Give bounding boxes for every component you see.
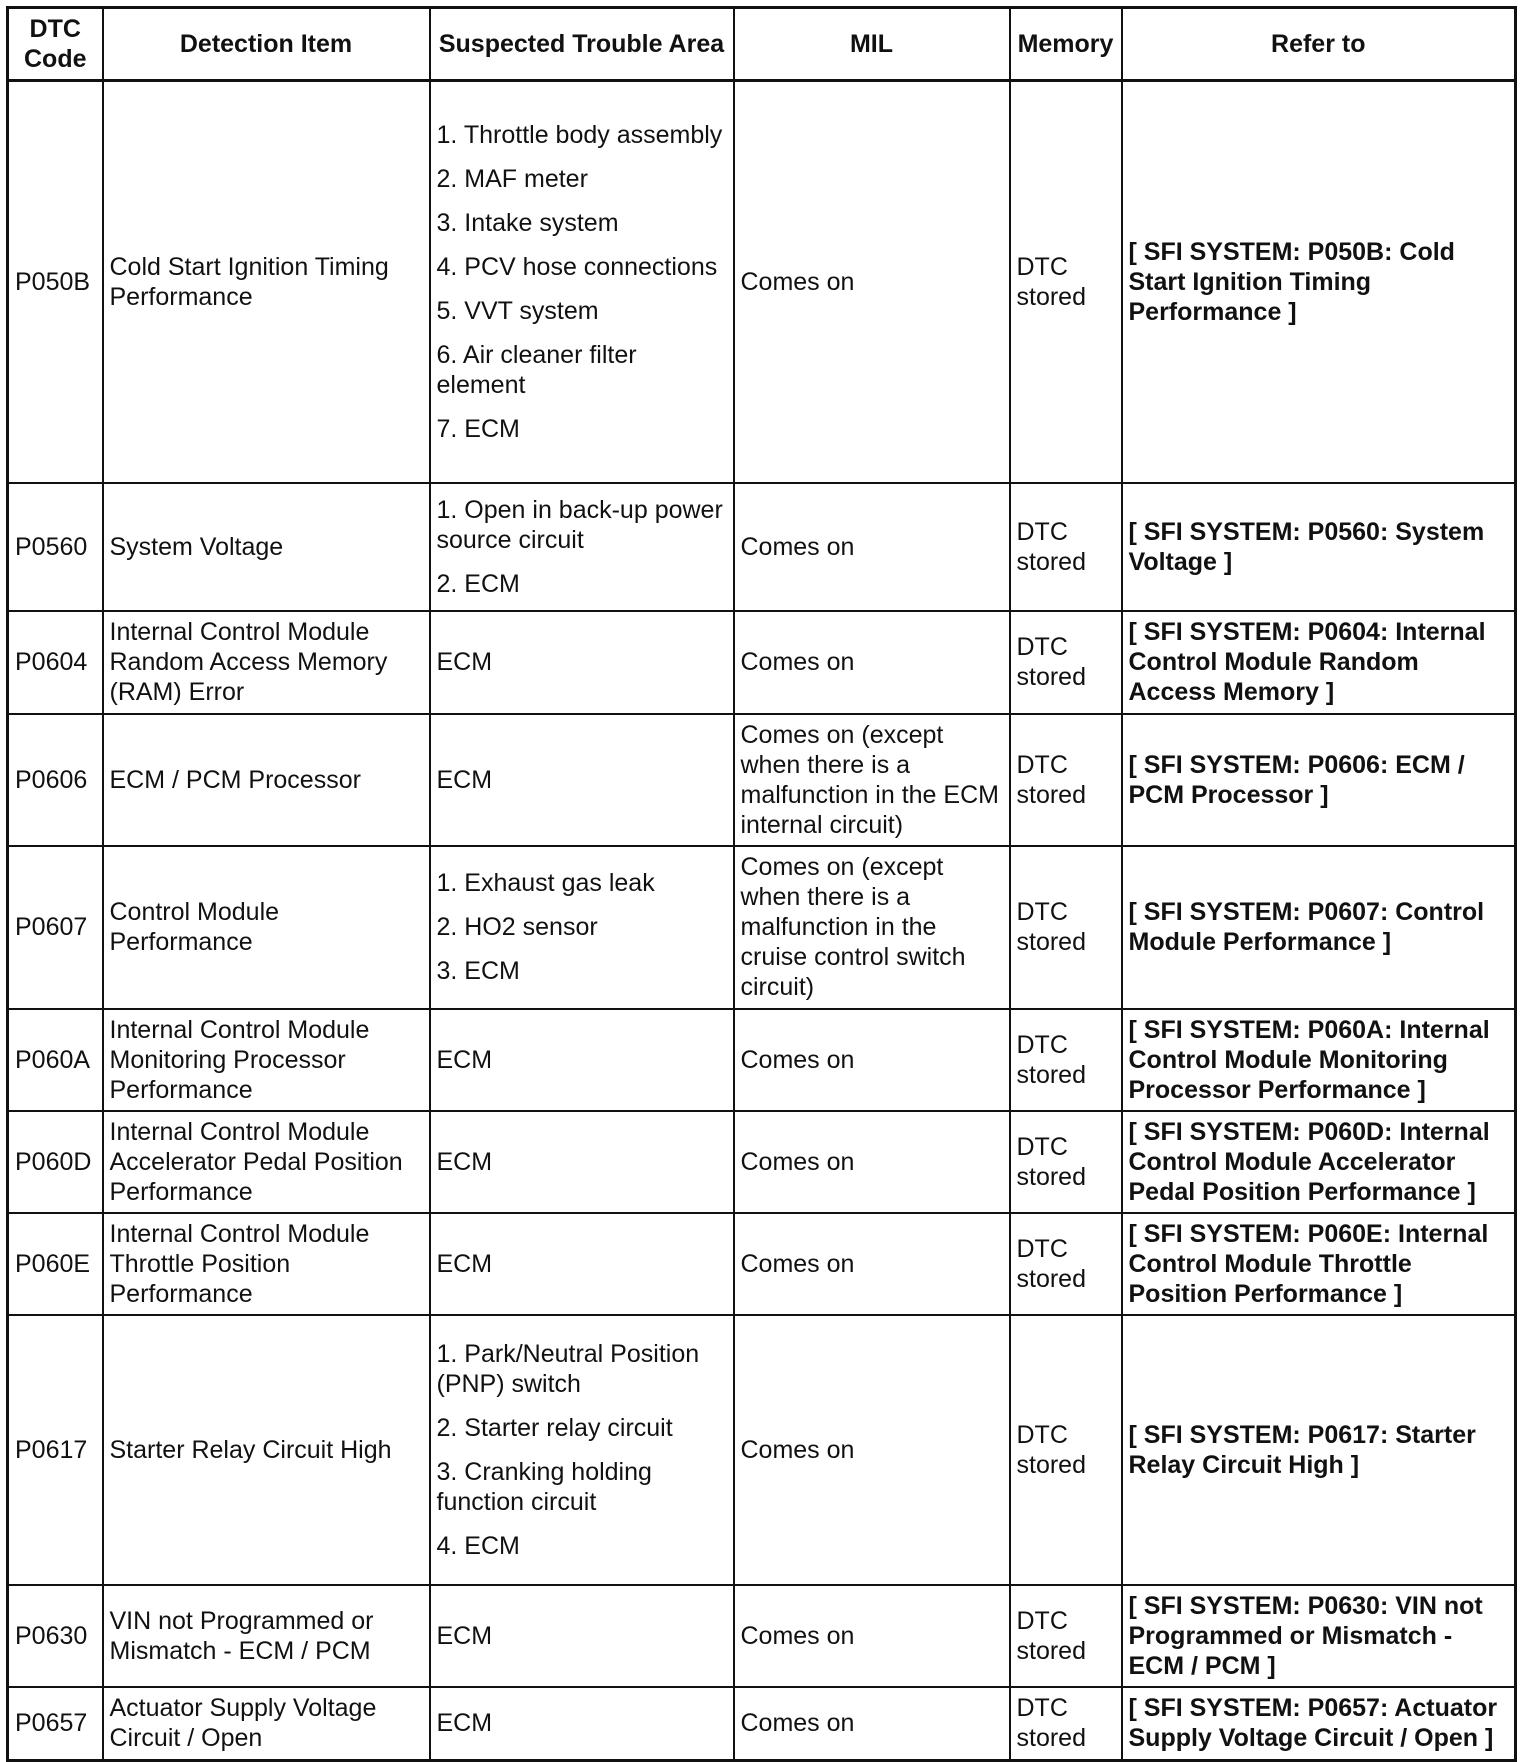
refer-to-cell: [ SFI SYSTEM: P050B: Cold Start Ignition Timing Performance ] xyxy=(1122,81,1516,483)
table-row xyxy=(8,714,1516,846)
mil-cell: Comes on xyxy=(734,1111,1010,1213)
refer-to-cell: [ SFI SYSTEM: P0617: Starter Relay Circuit High ] xyxy=(1122,1315,1516,1585)
trouble-area-item: 7. ECM xyxy=(436,414,520,443)
refer-to-cell: [ SFI SYSTEM: P0607: Control Module Performance ] xyxy=(1122,846,1516,1009)
mil-cell: Comes on xyxy=(734,483,1010,611)
detection-item-cell: Internal Control Module Monitoring Processor Performance xyxy=(103,1009,430,1111)
detection-item-cell: System Voltage xyxy=(103,483,430,611)
trouble-area-item: 6. Air cleaner filter element xyxy=(436,340,637,399)
memory-cell: DTC stored xyxy=(1010,1009,1122,1111)
dtc-code-cell: P0607 xyxy=(8,846,103,1009)
header-suspected-trouble-area: Suspected Trouble Area xyxy=(430,8,734,81)
detection-item-cell: Internal Control Module Random Access Memory (RAM) Error xyxy=(103,611,430,714)
dtc-code-cell: P0657 xyxy=(8,1687,103,1761)
detection-item-cell: Cold Start Ignition Timing Performance xyxy=(103,81,430,483)
mil-cell: Comes on xyxy=(734,1213,1010,1315)
trouble-area-item: 2. HO2 sensor xyxy=(436,913,598,941)
detection-item-cell: VIN not Programmed or Mismatch - ECM / PCM xyxy=(103,1585,430,1687)
dtc-code-cell: P0630 xyxy=(8,1585,103,1687)
trouble-area-item: 4. PCV hose connections xyxy=(436,252,718,281)
memory-cell: DTC stored xyxy=(1010,714,1122,846)
detection-item-cell: ECM / PCM Processor xyxy=(103,714,430,846)
trouble-area-cell xyxy=(430,1213,734,1315)
memory-cell: DTC stored xyxy=(1010,483,1122,611)
trouble-area-item: 3. Intake system xyxy=(436,208,619,237)
trouble-area-cell xyxy=(430,1585,734,1687)
detection-item-cell: Actuator Supply Voltage Circuit / Open xyxy=(103,1687,430,1761)
header-detection-item: Detection Item xyxy=(103,8,430,81)
header-memory: Memory xyxy=(1010,8,1122,81)
memory-cell: DTC stored xyxy=(1010,1585,1122,1687)
header-row xyxy=(8,8,1516,81)
trouble-area-cell xyxy=(430,714,734,846)
trouble-area-item: 3. Cranking holding function circuit xyxy=(436,1457,652,1516)
table-header xyxy=(8,8,1516,81)
table-row xyxy=(8,483,1516,611)
mil-cell: Comes on xyxy=(734,611,1010,714)
dtc-code-cell: P0617 xyxy=(8,1315,103,1585)
refer-to-cell: [ SFI SYSTEM: P060A: Internal Control Module Monitoring Processor Performance ] xyxy=(1122,1009,1516,1111)
memory-cell: DTC stored xyxy=(1010,1687,1122,1761)
trouble-area-item: 1. Park/Neutral Position (PNP) switch xyxy=(436,1339,700,1398)
table-row xyxy=(8,1009,1516,1111)
mil-cell: Comes on xyxy=(734,1315,1010,1585)
trouble-area-cell xyxy=(430,1009,734,1111)
mil-cell: Comes on xyxy=(734,1009,1010,1111)
trouble-area-item: ECM xyxy=(436,1147,493,1176)
trouble-area-item: ECM xyxy=(436,1709,493,1738)
memory-cell: DTC stored xyxy=(1010,1315,1122,1585)
header-refer-to: Refer to xyxy=(1122,8,1516,81)
trouble-area-item: 1. Open in back-up power source circuit xyxy=(436,495,723,554)
table-row xyxy=(8,1315,1516,1585)
mil-cell: Comes on (except when there is a malfunction in the ECM internal circuit) xyxy=(734,714,1010,846)
table-row xyxy=(8,1213,1516,1315)
table-row xyxy=(8,611,1516,714)
trouble-area-cell xyxy=(430,81,734,483)
trouble-area-item: 1. Throttle body assembly xyxy=(436,120,723,149)
table-row xyxy=(8,1111,1516,1213)
mil-cell: Comes on xyxy=(734,1687,1010,1761)
refer-to-cell: [ SFI SYSTEM: P0604: Internal Control Module Random Access Memory ] xyxy=(1122,611,1516,714)
refer-to-cell: [ SFI SYSTEM: P0606: ECM / PCM Processor ] xyxy=(1122,714,1516,846)
mil-cell: Comes on xyxy=(734,1585,1010,1687)
table-body xyxy=(8,81,1516,1761)
trouble-area-cell xyxy=(430,483,734,611)
table-row xyxy=(8,846,1516,1009)
dtc-code-cell: P0606 xyxy=(8,714,103,846)
dtc-code-cell: P0604 xyxy=(8,611,103,714)
trouble-area-item: 4. ECM xyxy=(436,1531,520,1560)
trouble-area-cell xyxy=(430,846,734,1009)
memory-cell: DTC stored xyxy=(1010,1111,1122,1213)
refer-to-cell: [ SFI SYSTEM: P060D: Internal Control Module Accelerator Pedal Position Performance ] xyxy=(1122,1111,1516,1213)
trouble-area-item: 5. VVT system xyxy=(436,296,599,325)
dtc-table-container xyxy=(6,6,1514,1762)
trouble-area-item: ECM xyxy=(436,1621,493,1650)
memory-cell: DTC stored xyxy=(1010,1213,1122,1315)
trouble-area-item: 2. MAF meter xyxy=(436,164,588,193)
dtc-table xyxy=(6,6,1517,1762)
trouble-area-cell xyxy=(430,611,734,714)
header-dtc-code: DTC Code xyxy=(8,8,103,81)
refer-to-cell: [ SFI SYSTEM: P060E: Internal Control Module Throttle Position Performance ] xyxy=(1122,1213,1516,1315)
trouble-area-item: 3. ECM xyxy=(436,957,520,985)
mil-cell: Comes on xyxy=(734,81,1010,483)
memory-cell: DTC stored xyxy=(1010,846,1122,1009)
trouble-area-item: 1. Exhaust gas leak xyxy=(436,869,655,897)
detection-item-cell: Internal Control Module Accelerator Pedal Position Performance xyxy=(103,1111,430,1213)
dtc-code-cell: P050B xyxy=(8,81,103,483)
trouble-area-item: 2. ECM xyxy=(436,569,520,598)
trouble-area-cell xyxy=(430,1315,734,1585)
memory-cell: DTC stored xyxy=(1010,81,1122,483)
trouble-area-cell xyxy=(430,1111,734,1213)
dtc-code-cell: P060A xyxy=(8,1009,103,1111)
dtc-code-cell: P0560 xyxy=(8,483,103,611)
dtc-code-cell: P060D xyxy=(8,1111,103,1213)
trouble-area-cell xyxy=(430,1687,734,1761)
trouble-area-item: ECM xyxy=(436,1249,493,1278)
detection-item-cell: Internal Control Module Throttle Position Performance xyxy=(103,1213,430,1315)
refer-to-cell: [ SFI SYSTEM: P0630: VIN not Programmed or Mismatch - ECM / PCM ] xyxy=(1122,1585,1516,1687)
refer-to-cell: [ SFI SYSTEM: P0560: System Voltage ] xyxy=(1122,483,1516,611)
trouble-area-item: ECM xyxy=(436,648,493,676)
trouble-area-item: ECM xyxy=(436,765,493,794)
trouble-area-item: 2. Starter relay circuit xyxy=(436,1413,673,1442)
memory-cell: DTC stored xyxy=(1010,611,1122,714)
mil-cell: Comes on (except when there is a malfunction in the cruise control switch circuit) xyxy=(734,846,1010,1009)
refer-to-cell: [ SFI SYSTEM: P0657: Actuator Supply Voltage Circuit / Open ] xyxy=(1122,1687,1516,1761)
header-mil: MIL xyxy=(734,8,1010,81)
table-row xyxy=(8,1585,1516,1687)
detection-item-cell: Starter Relay Circuit High xyxy=(103,1315,430,1585)
table-row xyxy=(8,81,1516,483)
table-row xyxy=(8,1687,1516,1761)
dtc-code-cell: P060E xyxy=(8,1213,103,1315)
trouble-area-item: ECM xyxy=(436,1045,493,1074)
detection-item-cell: Control Module Performance xyxy=(103,846,430,1009)
